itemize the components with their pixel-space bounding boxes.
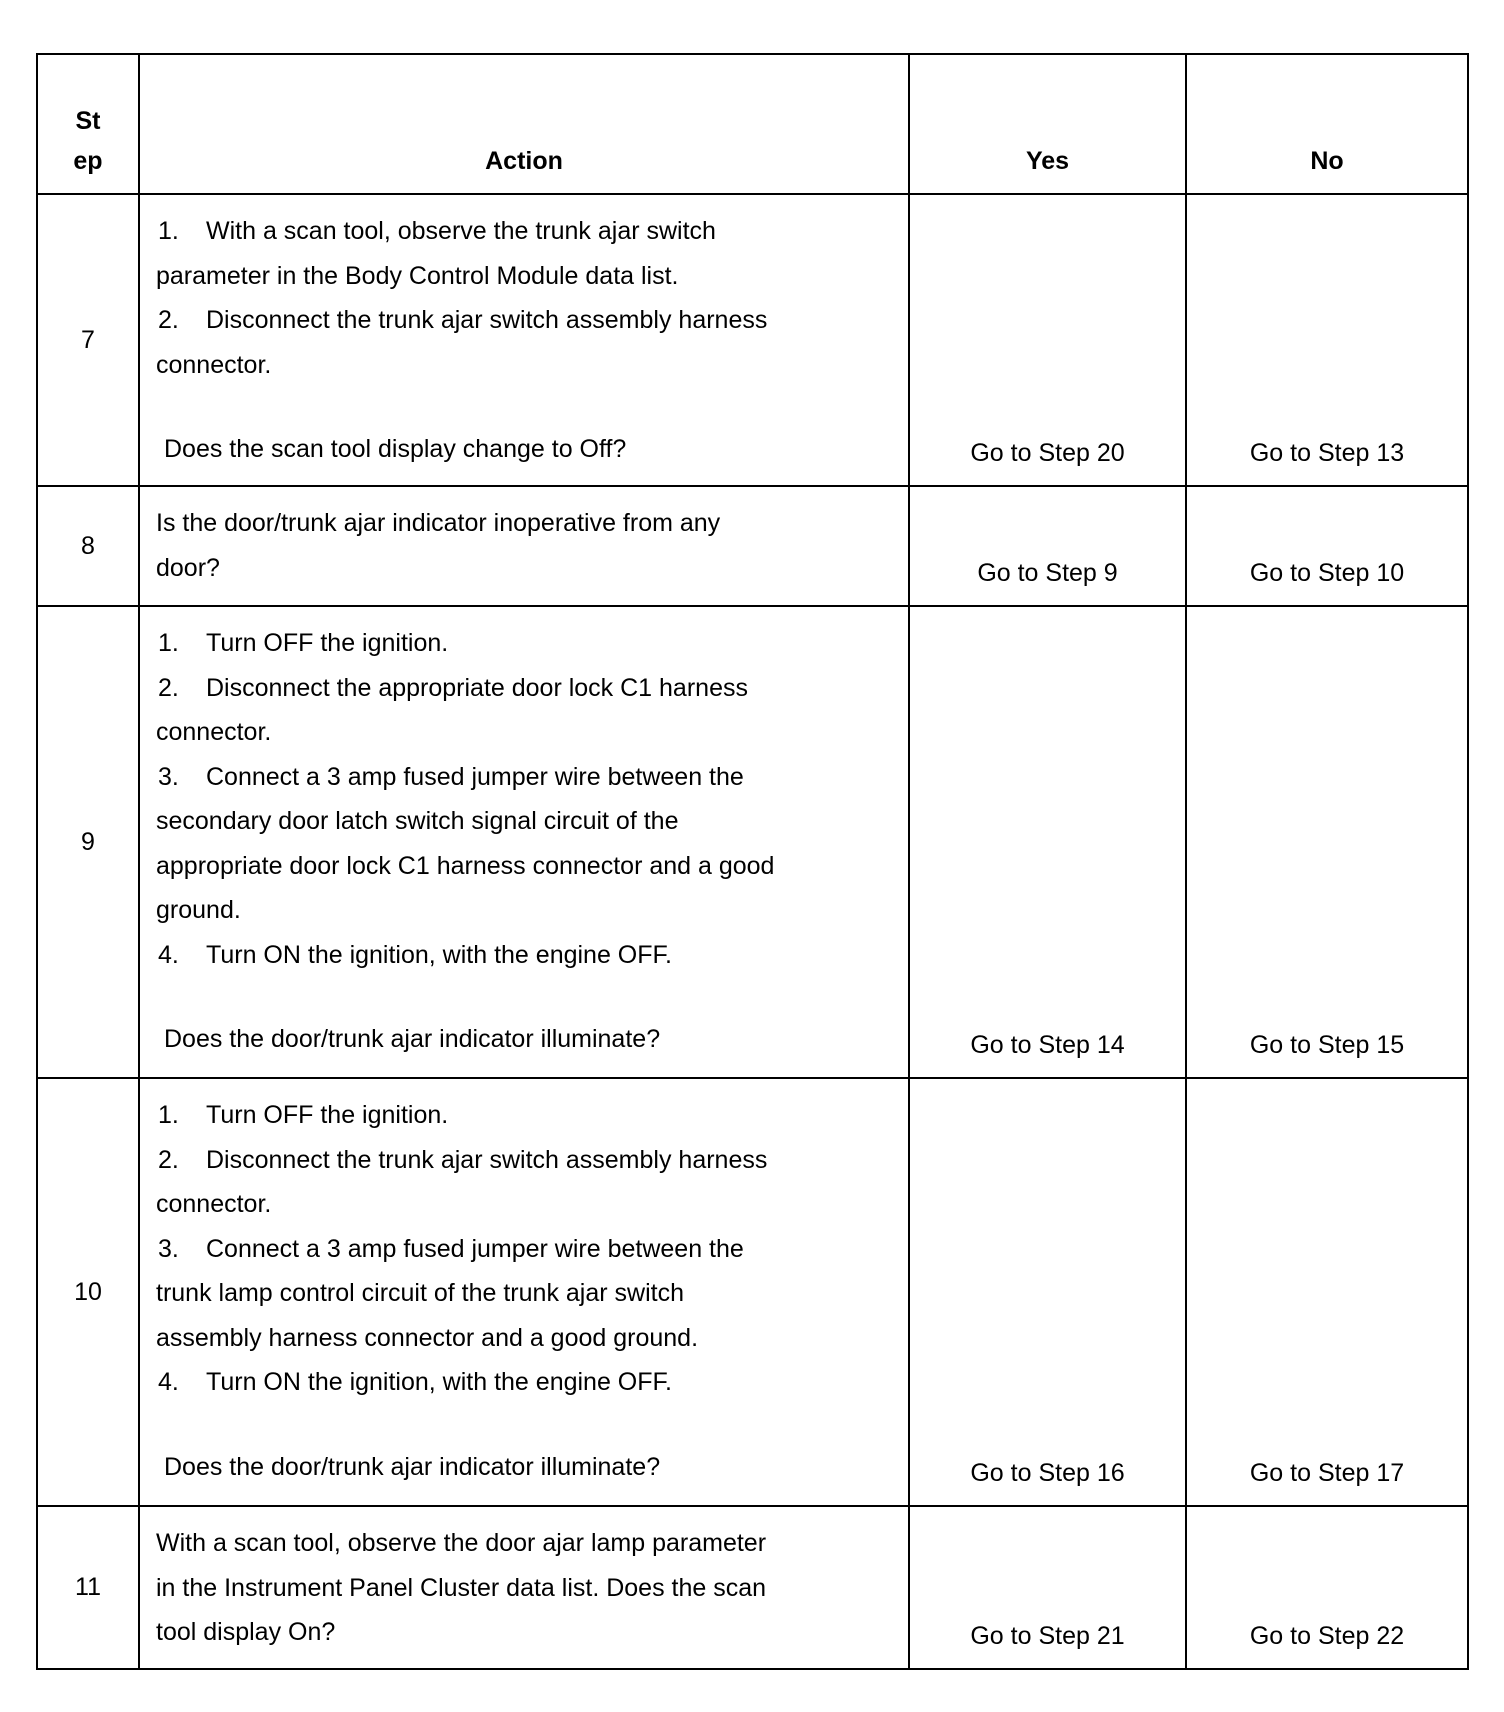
yes-result: Go to Step 9 [909,486,1186,606]
table-row [37,194,1468,486]
item-text: Connect a 3 amp fused jumper wire between the [206,1234,744,1263]
step-number: 8 [37,486,139,606]
table-row [37,486,1468,606]
list-item [156,1360,878,1405]
item-continuation: assembly harness connector and a good ground. [156,1323,699,1352]
question-text: Does the door/trunk ajar indicator illuminate? [164,1452,661,1481]
step-number: 11 [37,1506,139,1669]
list-item [156,621,878,666]
item-text: With a scan tool, observe the trunk ajar switch [206,217,716,245]
no-result: Go to Step 15 [1186,606,1468,1078]
action-line: tool display On? [156,1618,336,1646]
item-text: Connect a 3 amp fused jumper wire between the [206,762,744,791]
item-number: 1. [158,629,179,657]
header-action: Action [139,54,909,194]
header-step-line1: St [75,107,101,135]
item-continuation: connector. [156,1190,272,1218]
action-cell [139,606,909,1078]
action-cell [139,1078,909,1506]
item-number: 2. [158,306,179,334]
item-continuation: trunk lamp control circuit of the trunk ajar switch [156,1279,684,1307]
list-item [156,933,878,978]
step-number: 10 [37,1078,139,1506]
table-row [37,1078,1468,1506]
item-continuation: secondary door latch switch signal circuit of the [156,807,679,835]
header-step-line2: ep [73,147,103,175]
list-item [156,1227,878,1272]
action-line: door? [156,553,220,582]
item-text: Turn ON the ignition, with the engine OFF. [206,1368,672,1396]
action-line: With a scan tool, observe the door ajar lamp parameter [156,1529,767,1557]
action-line: Is the door/trunk ajar indicator inoperative from any [156,509,721,537]
yes-result: Go to Step 20 [909,194,1186,486]
list-item [156,1138,878,1183]
step-number: 7 [37,194,139,486]
item-text: Turn OFF the ignition. [206,1101,449,1129]
list-item [156,298,878,343]
item-text: Disconnect the appropriate door lock C1 harness [206,673,748,702]
item-continuation: connector. [156,350,272,379]
item-number: 2. [158,1145,179,1174]
header-row [37,54,1468,194]
question-text: Does the door/trunk ajar indicator illuminate? [164,1025,661,1053]
item-continuation: appropriate door lock C1 harness connector and a good [156,851,775,880]
action-line: in the Instrument Panel Cluster data list. Does the scan [156,1573,767,1602]
question-text: Does the scan tool display change to Off? [164,435,627,463]
no-result: Go to Step 17 [1186,1078,1468,1506]
step-number: 9 [37,606,139,1078]
no-result: Go to Step 22 [1186,1506,1468,1669]
list-item [156,1093,878,1138]
item-continuation: parameter in the Body Control Module data list. [156,261,679,290]
item-text: Turn ON the ignition, with the engine OFF. [206,940,672,969]
table-row [37,1506,1468,1669]
yes-result: Go to Step 14 [909,606,1186,1078]
header-no: No [1186,54,1468,194]
item-text: Turn OFF the ignition. [206,629,449,657]
item-number: 4. [158,940,179,969]
list-item [156,209,878,254]
header-step [37,54,139,194]
list-item [156,755,878,800]
header-yes: Yes [909,54,1186,194]
list-item [156,666,878,711]
yes-result: Go to Step 21 [909,1506,1186,1669]
diagnostic-table [36,53,1469,1670]
item-text: Disconnect the trunk ajar switch assembly harness [206,1145,768,1174]
item-text: Disconnect the trunk ajar switch assembly harness [206,306,768,334]
item-number: 1. [158,1101,179,1129]
item-continuation: connector. [156,718,272,746]
item-number: 2. [158,673,179,702]
item-number: 1. [158,217,179,245]
yes-result: Go to Step 16 [909,1078,1186,1506]
action-cell [139,194,909,486]
item-continuation: ground. [156,896,241,924]
no-result: Go to Step 13 [1186,194,1468,486]
no-result: Go to Step 10 [1186,486,1468,606]
table-row [37,606,1468,1078]
action-cell [139,1506,909,1669]
item-number: 3. [158,762,179,791]
item-number: 3. [158,1234,179,1263]
item-number: 4. [158,1368,179,1396]
action-cell [139,486,909,606]
